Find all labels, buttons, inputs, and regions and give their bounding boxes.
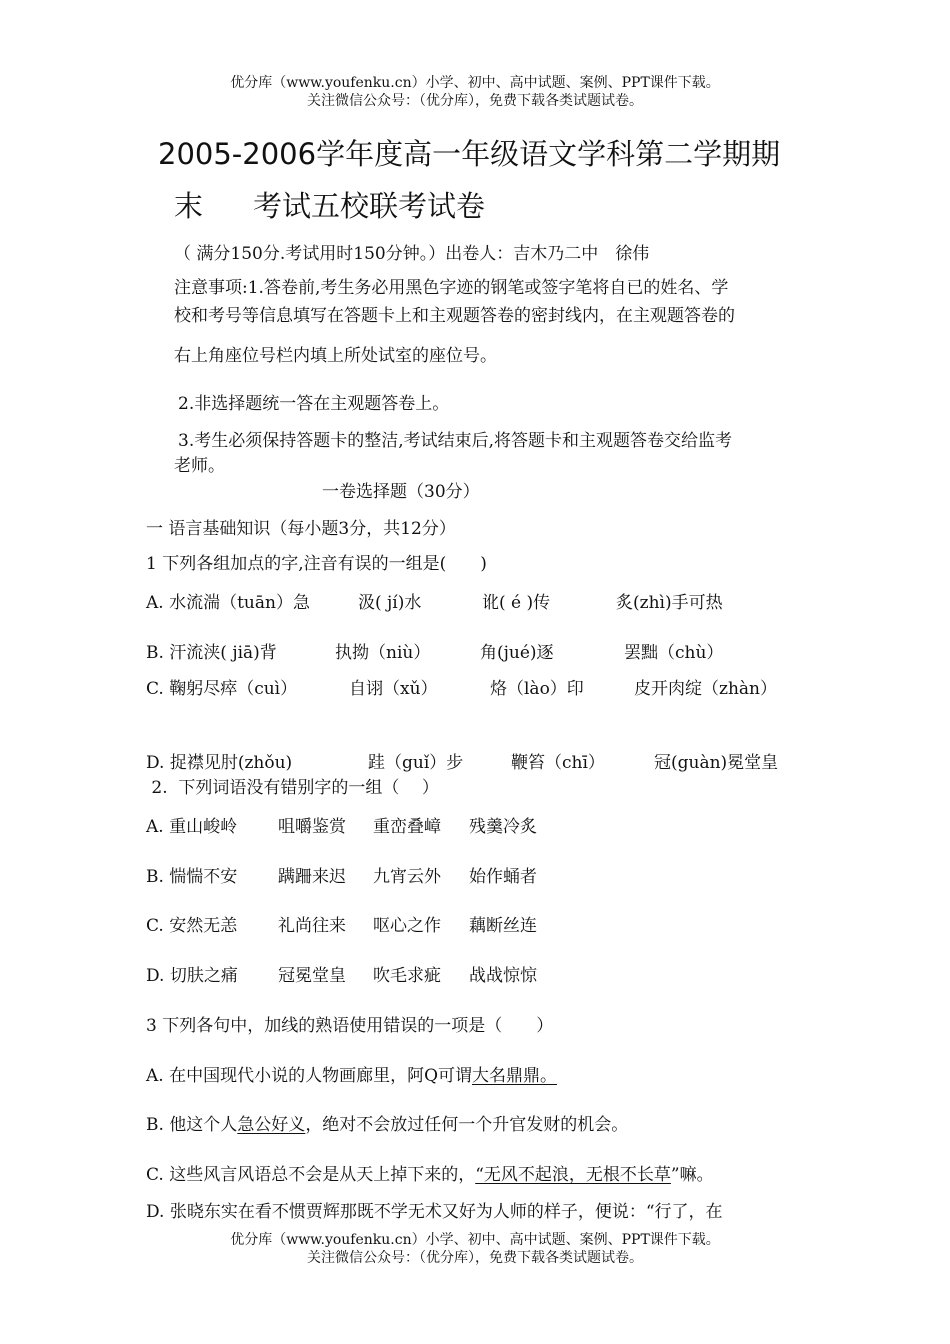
q3-option-b [146, 1110, 628, 1135]
q2-option-a-3: 重峦叠嶂 [373, 817, 441, 837]
q2-stem: 2. 下列词语没有错别字的一组（ ） [146, 778, 439, 798]
q1-option-b-2: 执拗（niù） [335, 643, 431, 663]
note-3-line-2: 老师。 [174, 456, 225, 476]
q3-option-c [146, 1160, 714, 1185]
q1-option-c-4: 皮开肉绽（zhàn） [634, 679, 777, 699]
q1-option-d-3: 鞭笞（chī） [511, 753, 605, 773]
part1-heading: 一 语言基础知识（每小题3分，共12分） [146, 519, 456, 539]
q3-option-d: D. 张晓东实在看不惯贾辉那既不学无术又好为人师的样子，便说：“行了，在 [146, 1202, 723, 1222]
q1-stem: 1 下列各组加点的字,注音有误的一组是( ) [146, 554, 487, 574]
q2-option-a-1: A. 重山峻岭 [146, 817, 238, 837]
footer-line-2: 关注微信公众号：（优分库），免费下载各类试题试卷。 [307, 1250, 643, 1266]
q1-option-d-4: 冠(guàn)冕堂皇 [654, 753, 779, 773]
q3-option-c-underlined: “无风不起浪，无根不长草 [475, 1165, 671, 1185]
q2-option-c-2: 礼尚往来 [278, 916, 346, 936]
note-1-line-3: 右上角座位号栏内填上所处试室的座位号。 [174, 346, 497, 366]
note-3-line-1: 3.考生必须保持答题卡的整洁,考试结束后,将答题卡和主观题答卷交给监考 [178, 431, 733, 451]
exam-info: （ 满分150分.考试用时150分钟。）出卷人：吉木乃二中 徐伟 [174, 244, 650, 264]
q3-option-a [146, 1061, 557, 1086]
section-title: 一卷选择题（30分） [322, 482, 480, 502]
q2-option-a-2: 咀嚼鉴赏 [278, 817, 346, 837]
q2-option-b-2: 蹒跚来迟 [278, 867, 346, 887]
q2-option-d-3: 吹毛求疵 [373, 966, 441, 986]
q1-option-a-3: 讹( é )传 [482, 593, 551, 613]
footer-line-1: 优分库（www.youfenku.cn）小学、初中、高中试题、案例、PPT课件下载。 [230, 1232, 720, 1248]
q1-option-c-1: C. 鞠躬尽瘁（cuì） [146, 679, 298, 699]
note-1-line-2: 校和考号等信息填写在答题卡上和主观题答卷的密封线内，在主观题答卷的 [174, 306, 735, 326]
q1-option-a-2: 汲( jí)水 [358, 593, 422, 613]
q3-option-b-tail: ，绝对不会放过任何一个升官发财的机会。 [305, 1115, 629, 1135]
header-line-1: 优分库（www.youfenku.cn）小学、初中、高中试题、案例、PPT课件下载。 [230, 75, 720, 91]
q2-option-c-3: 呕心之作 [373, 916, 441, 936]
note-1-line-1: 注意事项:1.答卷前,考生务必用黑色字迹的钢笔或签字笔将自已的姓名、学 [174, 278, 729, 298]
q3-option-c-tail: ”嘛。 [670, 1165, 714, 1185]
q1-option-c-2: 自诩（xǔ） [349, 679, 438, 699]
q2-option-d-4: 战战惊惊 [469, 966, 537, 986]
q2-option-c-4: 藕断丝连 [469, 916, 537, 936]
q1-option-c-3: 烙（lào）印 [490, 679, 584, 699]
q2-option-b-3: 九宵云外 [373, 867, 441, 887]
q2-option-b-1: B. 惴惴不安 [146, 867, 238, 887]
page-title-line-2b: 考试五校联考试卷 [253, 189, 486, 223]
q1-option-b-3: 角(jué)逐 [480, 643, 554, 663]
q1-option-d-1: D. 捉襟见肘(zhǒu) [146, 753, 293, 773]
page-title-line-1: 2005-2006学年度高一年级语文学科第二学期期 [158, 137, 781, 171]
header-line-2: 关注微信公众号：（优分库），免费下载各类试题试卷。 [307, 93, 643, 109]
q2-option-b-4: 始作蛹者 [469, 867, 537, 887]
q2-option-d-2: 冠冕堂皇 [278, 966, 346, 986]
q3-option-a-underlined: 大名鼎鼎。 [472, 1066, 558, 1086]
note-2: 2.非选择题统一答在主观题答卷上。 [178, 394, 450, 414]
q3-option-b-text: B. 他这个人 [146, 1115, 238, 1135]
page-title-line-2a: 末 [174, 189, 204, 223]
q3-option-b-underlined: 急公好义 [237, 1115, 306, 1135]
q2-option-a-4: 残羹冷炙 [469, 817, 537, 837]
q3-option-c-text: C. 这些风言风语总不会是从天上掉下来的， [146, 1165, 476, 1185]
q2-option-d-1: D. 切肤之痛 [146, 966, 238, 986]
q1-option-d-2: 跬（guǐ）步 [368, 753, 464, 773]
q1-option-a-4: 炙(zhì)手可热 [616, 593, 723, 613]
q3-stem: 3 下列各句中，加线的熟语使用错误的一项是（ ） [146, 1016, 554, 1036]
q1-option-b-1: B. 汗流浃( jiā)背 [146, 643, 277, 663]
q1-option-b-4: 罢黜（chù） [624, 643, 724, 663]
q2-option-c-1: C. 安然无恙 [146, 916, 238, 936]
q1-option-a-1: A. 水流湍（tuān）急 [146, 593, 310, 613]
q3-option-a-text: A. 在中国现代小说的人物画廊里，阿Q可谓 [146, 1066, 473, 1086]
